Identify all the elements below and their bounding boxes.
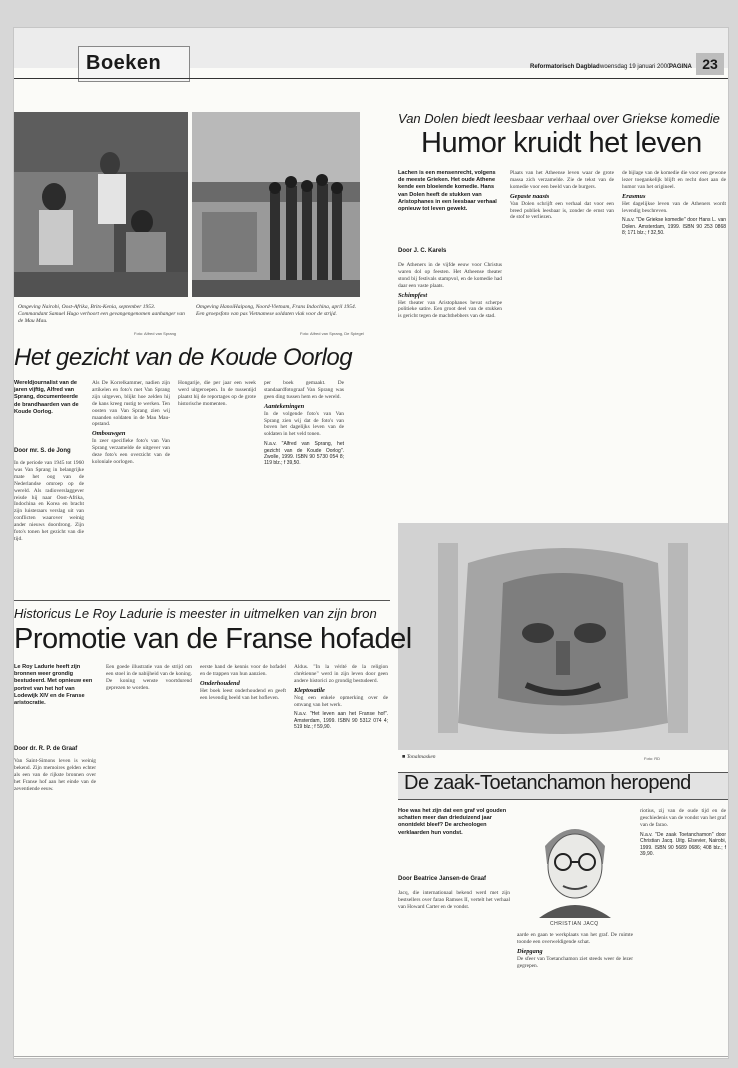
toetanchamon-col-3-text: riotius, zij van de oude tijd en de geschiedenis van de vondst van het graf van de farao. [640,808,726,828]
photo-kenya-credit: Foto: Alfred van Sprang [134,331,177,336]
france-subhead-2: Kleptosatile [294,686,325,694]
sculpture-credit: Foto: RD [644,756,661,761]
issue-date: woensdag 19 januari 2000 [600,64,671,70]
cold-war-col-4b-text: In de volgende foto's van Van Sprang zien wij dat de foto's van boven het dagelijks leven van de soldaten in het veld tonen. [264,410,344,438]
humor-col-3-text: de bijlage van de komedie die voor een gewone lezer toegankelijk blijft en recht doet aan de humor van het origineel. [622,170,726,190]
france-byline: Door dr. R. P. de Graaf [14,746,78,752]
france-lead: Le Roy Ladurie heeft zijn bronnen weer grondig bestudeerd. Met opnieuw een portret van het hof van Lodewijk XIV en de Franse aristocratie. [14,664,93,707]
photo-vietnam-caption: Omgeving HanoiHaipong, Noord-Vietnam, Frans Indochina, april 1954. Een groepsfoto van pas Vietnamese soldaten vlak voor de strijd. [196,304,357,317]
cold-war-col-4-text: per boek gemaakt. De standaardfotograaf Van Sprang was geen ding tussen hem en de wereld. [264,380,344,400]
page-label: PAGINA [669,64,692,70]
toetanchamon-lead: Hoe was het zijn dat een graf vol gouden schatten meer dan drieduizend jaar onontdekt bleef? De archeologen verklaarden hun vondst. [398,808,507,836]
france-col-2: Een goede illustratie van de strijd om een stoel in de nabijheid van de koning. De koning wenste voortdurend geprezen te worden. [106,664,192,691]
humor-byline: Door J. C. Karels [398,248,447,254]
humor-col-1-text: De Atheners in de vijfde eeuw voor Christus waren dol op feesten. Het Atheense theater stond bij festivals stampvol, en de komedie had daar een vaste plaats. [398,262,502,289]
toetanchamon-col-3 [640,808,726,857]
humor-book-note: N.a.v. "De Griekse komedie" door Hans L. van Dolen. Amsterdam, 1999. ISBN 90 253 0868 8; 171 blz.; f 32,50. [622,217,726,237]
photo-sculpture [398,523,728,750]
toetanchamon-col-2b-text: De sfeer van Toetanchamon ziet steeds weer de lezer gegrepen. [517,955,633,969]
france-col-4b-text: Nog een enkele opmerking over de omvang van het werk. [294,694,388,708]
sculpture-caption-text: Tonalmasken [406,754,436,760]
france-kicker: Historicus Le Roy Ladurie is meester in uitmelken van zijn bron [14,606,377,621]
photo-kenya-caption: Omgeving Nairobi, Oost-Afrika, Brits-Kenia, september 1953. Commandant Samuel Hugo verhoort een gevangengenomen aanhanger van de Mau Mau. [18,304,185,324]
toetanchamon-subhead-1: Diepgang [517,947,543,955]
toetanchamon-col-2-text: aarde en gaan te werkplaats van het graf. De ruimte toonde een overweldigende schat. [517,932,633,945]
humor-col-1 [398,262,502,320]
humor-col-1b-text: Het theater van Aristophanes bevat scherpe politieke satire. Een groot deel van de stukken is gericht tegen de machthebbers van de stad. [398,299,502,320]
humor-kicker: Van Dolen biedt leesbaar verhaal over Griekse komedie [398,111,720,126]
photo-kenya [14,112,188,297]
cold-war-lead: Wereldjournalist van de jaren vijftig, Alfred van Sprang, documenteerde de brandhaarden van de Koude Oorlog. [14,380,79,415]
humor-lead: Lachen is een mensenrecht, volgens de meeste Grieken. Het oude Athene kende een bloeiende komedie. Hans van Dolen heeft de stukken van Aristophanes in een leesbaar verhaal opnieuw tot leven gewekt. [398,170,497,213]
humor-col-3b-text: Het dagelijkse leven van de Atheners wordt levendig beschreven. [622,200,726,214]
header-rule [14,78,728,79]
cold-war-col-2-text: Als De Korrelkammer, nadien zijn artikelen en foto's met Van Sprang zijn uitgeven, blijkt hoe zelden hij de kans kreeg rustig te werken. Ten oosten van Van Sprang zien wij maanden soldaten in de Mau Mau-opstand. [92,380,170,428]
cold-war-byline: Door mr. S. de Jong [14,448,71,454]
page-number: 23 [696,53,724,75]
france-col-4 [294,664,388,731]
cold-war-col-1: In de periode van 1945 tot 1960 was Van Sprang in belangrijke mate het oog van de Nederlandse omroep op de wereld. Als radioverslaggever reisde hij naar Oost-Afrika, Indochina en Korea en bracht zijn luisteraars verslag uit van conflicten waarover weinig ander nieuws doordrong. Zijn foto's tonen het gezicht van die tijd. [14,460,84,542]
newspaper-name: Reformatorisch Dagblad [530,64,600,70]
photo-vietnam-credit: Foto: Alfred van Sprang, De Spiegel [300,331,364,336]
humor-col-2-text: Plaats van het Atheense leven waar de grote massa zich verzamelde. Zie de tekst van de komedie voor een beeld van de burgers. [510,170,614,190]
page-bottom-rule [14,1056,728,1057]
cold-war-col-4 [264,380,344,467]
toetanchamon-book-note: N.a.v. "De zaak Toetanchamon" door Christian Jacq. Uitg. Elsevier, Nairobi, 1999. ISBN 90 5689 0686; 408 blz.; f 39,90. [640,831,726,857]
sculpture-caption: ■ Tonalmasken [402,754,436,760]
page-header [14,28,728,74]
cold-war-col-2b-text: In zeer specifieke foto's van Van Sprang verzamelde de uitgever van deze foto's een overzicht van de koloniale oorlogen. [92,438,170,465]
cold-war-col-3: Hongarije, die per jaar een week werd uitgeroepen. In de tussentijd plaatst hij de reportages op de grote historische momenten. [178,380,256,407]
humor-subhead-2: Gepaste naasts [510,192,550,200]
france-col-3 [200,664,286,702]
france-col-1: Van Saint-Simons leven is weinig bekend. Zijn memoires gelden echter als een van de rijkste bronnen over het Franse hof aan het einde van de zeventiende eeuw. [14,758,96,792]
humor-subhead-1: Schimpfest [398,291,428,299]
france-col-4-text: Aldus. "In la vérité de la religion chrétienne" werd in zijn leven door geen andere historici zo grondig bestudeerd. [294,664,388,684]
france-col-3b-text: Het boek leest onderhoudend en geeft een levendig beeld van het hofleven. [200,687,286,701]
cold-war-headline: Het gezicht van de Koude Oorlog [14,344,353,371]
humor-col-2b-text: Van Dolen schrijft een verhaal dat voor een breed publiek leesbaar is, zonder de ernst van de stof te verliezen. [510,200,614,221]
france-top-rule [14,600,390,601]
cold-war-col-2 [92,380,170,466]
france-headline: Promotie van de Franse hofadel [14,623,412,655]
cold-war-subhead-1: Ombouwgen [92,430,126,438]
toetanchamon-col-2 [517,932,633,970]
cold-war-book-note: N.a.v. "Alfred van Sprang, het gezicht van de Koude Oorlog". Zwolle, 1999. ISBN 90 5730 054 8; 119 blz.; f 39,50. [264,441,344,467]
toetanchamon-headline: De zaak-Toetanchamon heropend [404,772,691,794]
france-book-note: N.a.v. "Het leven aan het Franse hof". Amsterdam, 1999. ISBN 90 5312 074 4; 519 blz.; f 59,90. [294,711,388,731]
humor-headline: Humor kruidt het leven [421,127,702,159]
photo-vietnam [192,112,360,297]
toetanchamon-col-1: Jacq, die internationaal bekend werd met zijn bestsellers over farao Ramses II, vertelt het verhaal van Howard Carter en de vondst. [398,890,510,910]
portrait-christian-jacq [517,806,633,918]
cold-war-subhead-2: Aantekeningen [264,402,305,410]
newspaper-page [14,28,728,1058]
section-title: Boeken [86,52,162,74]
toetanchamon-byline: Door Beatrice Jansen-de Graaf [398,876,487,882]
france-subhead-1: Onderhoudend [200,679,240,687]
humor-col-3 [622,170,726,237]
france-col-3-text: eerste hand de kennis voor de hofadel en de trappen van hun aanzien. [200,664,286,677]
humor-subhead-3: Erasmus [622,192,646,200]
humor-col-2 [510,170,614,221]
portrait-caption: CHRISTIAN JACQ [550,921,599,927]
